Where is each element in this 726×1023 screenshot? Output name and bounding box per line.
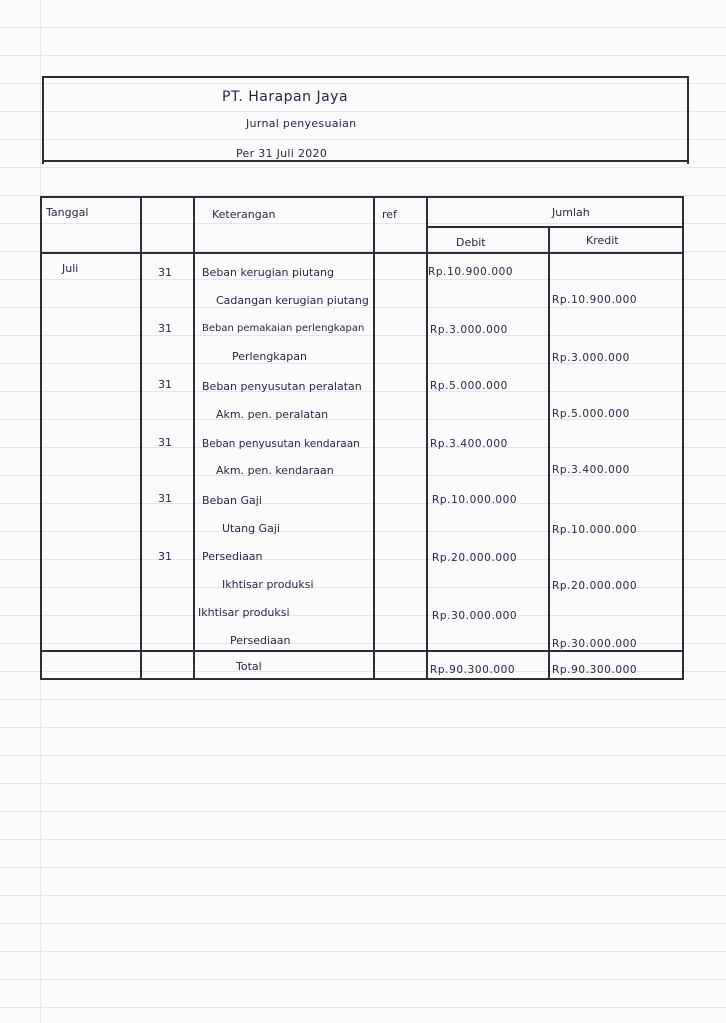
table-bottom-line (40, 678, 684, 680)
row-day: 31 (158, 550, 172, 563)
total-row-line (40, 650, 684, 652)
col-divider-desc (193, 196, 195, 680)
row-desc: Ikhtisar produksi (198, 606, 290, 619)
row-debit: Rp.10.900.000 (428, 266, 514, 278)
col-header-ref: ref (382, 208, 397, 221)
row-desc: Cadangan kerugian piutang (216, 294, 369, 307)
header-row-line (40, 252, 684, 254)
table-border-left (40, 196, 42, 680)
col-header-amount: Jumlah (552, 206, 590, 219)
row-day: 31 (158, 378, 172, 391)
header-box (42, 76, 689, 164)
row-day: 31 (158, 322, 172, 335)
col-header-description: Keterangan (212, 208, 276, 221)
journal-table (40, 196, 684, 680)
row-debit: Rp.30.000.000 (432, 610, 518, 622)
total-debit: Rp.90.300.000 (430, 664, 516, 676)
row-desc: Akm. pen. kendaraan (216, 464, 334, 477)
row-debit: Rp.20.000.000 (432, 552, 518, 564)
col-header-debit: Debit (456, 236, 486, 249)
row-credit: Rp.5.000.000 (552, 408, 630, 420)
row-credit: Rp.30.000.000 (552, 638, 638, 650)
col-divider-ref (373, 196, 375, 680)
row-credit: Rp.20.000.000 (552, 580, 638, 592)
row-desc: Beban pemakaian perlengkapan (202, 323, 365, 334)
row-desc: Beban kerugian piutang (202, 266, 335, 279)
total-label: Total (236, 660, 262, 673)
row-desc: Perlengkapan (232, 350, 307, 363)
row-desc: Persediaan (202, 550, 263, 563)
row-desc: Utang Gaji (222, 522, 280, 535)
row-debit: Rp.5.000.000 (430, 380, 508, 392)
col-header-date: Tanggal (46, 206, 89, 219)
row-desc: Persediaan (230, 634, 291, 647)
company-name: PT. Harapan Jaya (222, 89, 349, 105)
row-desc: Akm. pen. peralatan (216, 408, 329, 421)
row-desc: Beban penyusutan kendaraan (202, 438, 360, 450)
row-desc: Beban Gaji (202, 494, 262, 507)
journal-date: Per 31 Juli 2020 (236, 147, 328, 160)
table-border-right (682, 196, 684, 680)
row-credit: Rp.10.000.000 (552, 524, 638, 536)
row-credit: Rp.3.000.000 (552, 352, 630, 364)
table-top-line (40, 196, 684, 198)
header-bottom-line (42, 160, 687, 162)
row-debit: Rp.3.000.000 (430, 324, 508, 336)
row-credit: Rp.10.900.000 (552, 294, 638, 306)
journal-title: Jurnal penyesuaian (246, 117, 357, 130)
row-credit: Rp.3.400.000 (552, 464, 630, 476)
row-debit: Rp.3.400.000 (430, 438, 508, 450)
col-header-credit: Kredit (586, 234, 619, 247)
date-underline (233, 160, 345, 161)
row-day: 31 (158, 436, 172, 449)
row-day: 31 (158, 266, 172, 279)
row-debit: Rp.10.000.000 (432, 494, 518, 506)
amount-subheader-line (426, 226, 684, 228)
month-label: Juli (62, 262, 79, 275)
row-desc: Ikhtisar produksi (222, 578, 314, 591)
row-day: 31 (158, 492, 172, 505)
total-credit: Rp.90.300.000 (552, 664, 638, 676)
row-desc: Beban penyusutan peralatan (202, 380, 362, 393)
col-divider-credit (548, 226, 550, 680)
col-divider-day (140, 196, 142, 680)
